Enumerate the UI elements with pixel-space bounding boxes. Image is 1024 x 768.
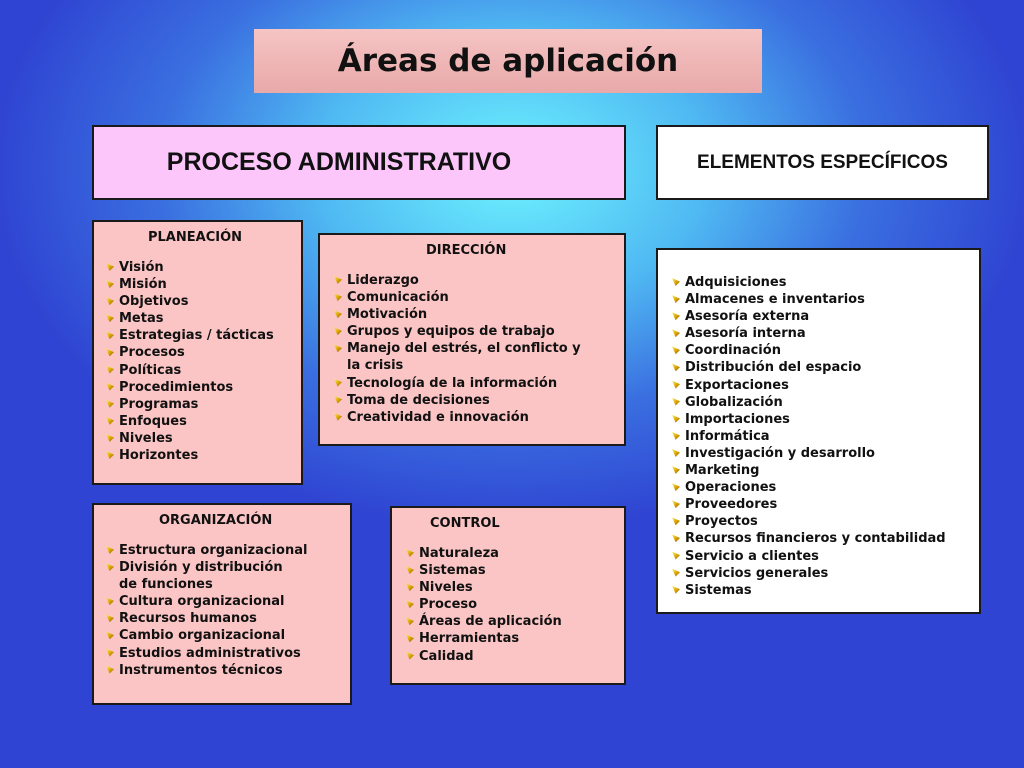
list-item: [670, 377, 979, 394]
list-item: [670, 394, 979, 411]
arrow-bullet-icon: [672, 346, 680, 354]
arrow-bullet-icon: [106, 614, 114, 622]
list-item: [104, 430, 301, 447]
arrow-bullet-icon: [672, 586, 680, 594]
arrow-bullet-icon: [106, 348, 114, 356]
list-item: [670, 462, 979, 479]
list-item: [670, 530, 979, 547]
arrow-bullet-icon: [672, 278, 680, 286]
list-item: [332, 289, 624, 306]
list-item: [104, 447, 301, 464]
list-item: [332, 323, 624, 340]
list-item: [332, 272, 624, 289]
arrow-bullet-icon: [672, 415, 680, 423]
list-item-label: de funciones: [119, 577, 213, 593]
list-item-label: Calidad: [419, 648, 474, 664]
list-item: [104, 413, 301, 430]
list-item: [670, 428, 979, 445]
list-item: [404, 562, 624, 579]
list-item-label: Globalización: [685, 394, 783, 410]
list-item: [104, 293, 301, 310]
arrow-bullet-icon: [406, 652, 414, 660]
arrow-bullet-icon: [106, 451, 114, 459]
arrow-bullet-icon: [672, 500, 680, 508]
list-item-label: División y distribución: [119, 560, 283, 576]
list-item-label: Grupos y equipos de trabajo: [347, 324, 555, 340]
arrow-bullet-icon: [672, 398, 680, 406]
control-panel: [390, 506, 626, 685]
specific-elements-panel: [656, 248, 981, 614]
list-item-label: Manejo del estrés, el conflicto y: [347, 341, 581, 357]
list-item-label: Liderazgo: [347, 273, 419, 288]
arrow-bullet-icon: [406, 583, 414, 591]
list-item: [670, 565, 979, 582]
list-item: [404, 545, 624, 562]
arrow-bullet-icon: [672, 329, 680, 337]
process-header: PROCESO ADMINISTRATIVO: [92, 125, 626, 200]
list-item: [670, 291, 979, 308]
list-item-label: Informática: [685, 428, 770, 444]
list-item: [104, 276, 301, 293]
list-item-label: Investigación y desarrollo: [685, 445, 875, 461]
organizacion-panel: [92, 503, 352, 705]
list-item: [670, 445, 979, 462]
list-item-label: Procedimientos: [119, 379, 234, 395]
list-item: [404, 630, 624, 647]
list-item: [104, 542, 350, 559]
list-item-label: Herramientas: [419, 631, 520, 647]
list-item: [104, 396, 301, 413]
arrow-bullet-icon: [106, 366, 114, 374]
list-item: [670, 548, 979, 565]
list-item: [404, 579, 624, 596]
organizacion-title: ORGANIZACIÓN: [159, 513, 273, 528]
list-item: [104, 662, 350, 679]
list-item-label: Cambio organizacional: [119, 628, 286, 644]
arrow-bullet-icon: [106, 546, 114, 554]
arrow-bullet-icon: [406, 617, 414, 625]
list-item: [104, 576, 350, 593]
list-item: [332, 392, 624, 409]
list-item-label: Servicio a clientes: [685, 548, 819, 564]
arrow-bullet-icon: [106, 331, 114, 339]
arrow-bullet-icon: [334, 310, 342, 318]
arrow-bullet-icon: [106, 597, 114, 605]
list-item: [104, 362, 301, 379]
list-item: [104, 310, 301, 327]
list-item-label: Misión: [119, 277, 167, 293]
arrow-bullet-icon: [106, 434, 114, 442]
arrow-bullet-icon: [334, 293, 342, 301]
list-item-label: Metas: [119, 311, 164, 327]
arrow-bullet-icon: [406, 549, 414, 557]
planeacion-list: [104, 259, 301, 464]
list-item-label: Tecnología de la información: [347, 375, 558, 391]
list-item-label: Recursos financieros y contabilidad: [685, 531, 946, 547]
list-item: [104, 327, 301, 344]
list-item: [332, 357, 624, 374]
arrow-bullet-icon: [334, 327, 342, 335]
list-item: [670, 274, 979, 291]
arrow-bullet-icon: [334, 276, 342, 284]
list-item: [670, 308, 979, 325]
list-item: [670, 359, 979, 376]
list-item: [104, 259, 301, 276]
list-item-label: Programas: [119, 396, 199, 412]
direccion-panel: [318, 233, 626, 446]
arrow-bullet-icon: [672, 483, 680, 491]
list-item-label: Motivación: [347, 307, 428, 323]
list-item: [670, 582, 979, 599]
list-item: [104, 610, 350, 627]
list-item: [404, 613, 624, 630]
arrow-bullet-icon: [106, 314, 114, 322]
direccion-list: [332, 272, 624, 426]
list-item-label: Horizontes: [119, 448, 199, 464]
control-title: CONTROL: [430, 516, 500, 531]
control-list: [404, 545, 624, 665]
organizacion-list: [104, 542, 350, 679]
planeacion-panel: [92, 220, 303, 485]
list-item-label: Coordinación: [685, 343, 781, 359]
list-item: [332, 306, 624, 323]
list-item: [104, 627, 350, 644]
list-item-label: Marketing: [685, 463, 760, 479]
list-item-label: Áreas de aplicación: [419, 614, 562, 630]
arrow-bullet-icon: [334, 413, 342, 421]
list-item-label: Operaciones: [685, 480, 777, 496]
arrow-bullet-icon: [672, 569, 680, 577]
arrow-bullet-icon: [106, 263, 114, 271]
list-item-label: Almacenes e inventarios: [685, 292, 865, 308]
list-item-label: Cultura organizacional: [119, 594, 285, 610]
arrow-bullet-icon: [334, 396, 342, 404]
arrow-bullet-icon: [106, 383, 114, 391]
arrow-bullet-icon: [106, 666, 114, 674]
arrow-bullet-icon: [406, 600, 414, 608]
arrow-bullet-icon: [406, 566, 414, 574]
list-item-label: Visión: [119, 260, 164, 275]
list-item: [332, 409, 624, 426]
arrow-bullet-icon: [672, 552, 680, 560]
list-item-label: Proceso: [419, 597, 478, 613]
list-item-label: Sistemas: [685, 582, 752, 598]
list-item-label: Objetivos: [119, 294, 189, 310]
list-item: [670, 496, 979, 513]
arrow-bullet-icon: [672, 534, 680, 542]
arrow-bullet-icon: [406, 634, 414, 642]
list-item-label: Recursos humanos: [119, 611, 257, 627]
arrow-bullet-icon: [672, 363, 680, 371]
list-item-label: Servicios generales: [685, 565, 829, 581]
list-item-label: Estructura organizacional: [119, 543, 308, 558]
direccion-title: DIRECCIÓN: [426, 243, 507, 258]
arrow-bullet-icon: [106, 400, 114, 408]
list-item: [404, 648, 624, 665]
list-item-label: Naturaleza: [419, 546, 499, 561]
list-item-label: Toma de decisiones: [347, 392, 490, 408]
list-item-label: la crisis: [347, 358, 404, 374]
arrow-bullet-icon: [672, 449, 680, 457]
specific-elements-list: [670, 274, 979, 599]
list-item-label: Asesoría externa: [685, 309, 810, 325]
list-item: [670, 411, 979, 428]
arrow-bullet-icon: [106, 563, 114, 571]
specific-elements-header: ELEMENTOS ESPECÍFICOS: [656, 125, 989, 200]
arrow-bullet-icon: [334, 344, 342, 352]
list-item-label: Niveles: [419, 580, 473, 596]
list-item: [104, 593, 350, 610]
arrow-bullet-icon: [106, 649, 114, 657]
list-item-label: Creatividad e innovación: [347, 409, 529, 425]
list-item: [104, 559, 350, 576]
list-item-label: Proveedores: [685, 497, 778, 513]
list-item: [670, 513, 979, 530]
list-item-label: Procesos: [119, 345, 185, 361]
list-item: [670, 479, 979, 496]
arrow-bullet-icon: [672, 517, 680, 525]
list-item-label: Niveles: [119, 430, 173, 446]
slide-title: Áreas de aplicación: [254, 29, 762, 93]
list-item-label: Distribución del espacio: [685, 360, 862, 376]
list-item-label: Asesoría interna: [685, 326, 806, 342]
list-item-label: Sistemas: [419, 563, 486, 579]
list-item: [670, 342, 979, 359]
list-item: [332, 340, 624, 357]
list-item-label: Adquisiciones: [685, 275, 787, 290]
list-item-label: Estudios administrativos: [119, 645, 301, 661]
arrow-bullet-icon: [672, 312, 680, 320]
arrow-bullet-icon: [106, 297, 114, 305]
arrow-bullet-icon: [672, 432, 680, 440]
planeacion-title: PLANEACIÓN: [148, 230, 243, 245]
list-item: [332, 375, 624, 392]
list-item-label: Enfoques: [119, 413, 187, 429]
list-item-label: Proyectos: [685, 514, 758, 530]
arrow-bullet-icon: [672, 295, 680, 303]
list-item: [104, 344, 301, 361]
list-item: [670, 325, 979, 342]
arrow-bullet-icon: [672, 381, 680, 389]
list-item-label: Instrumentos técnicos: [119, 662, 283, 678]
list-item-label: Exportaciones: [685, 377, 789, 393]
list-item-label: Políticas: [119, 362, 182, 378]
arrow-bullet-icon: [106, 280, 114, 288]
list-item: [404, 596, 624, 613]
list-item-label: Importaciones: [685, 411, 790, 427]
arrow-bullet-icon: [672, 466, 680, 474]
arrow-bullet-icon: [334, 379, 342, 387]
list-item: [104, 379, 301, 396]
list-item-label: Estrategias / tácticas: [119, 328, 274, 344]
arrow-bullet-icon: [106, 631, 114, 639]
list-item-label: Comunicación: [347, 290, 449, 306]
list-item: [104, 645, 350, 662]
arrow-bullet-icon: [106, 417, 114, 425]
